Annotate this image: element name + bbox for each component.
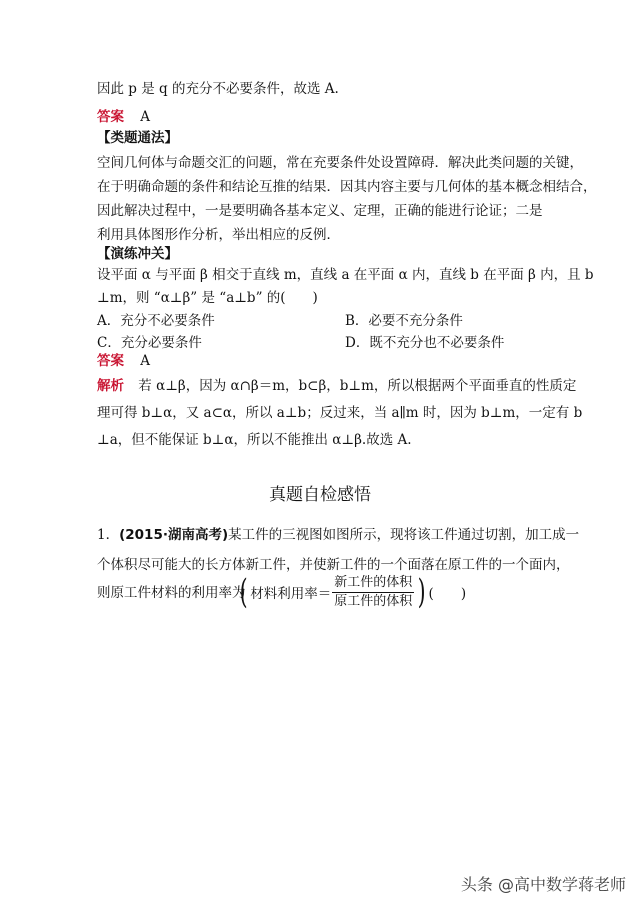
fraction-denominator: 原工件的体积 [334, 593, 413, 609]
answer-blank: ( ) [428, 586, 467, 602]
watermark: 头条 @高中数学蒋老师 [460, 875, 626, 894]
analysis-text-1: 若 α⊥β，因为 α∩β＝m，b⊂β，b⊥m，所以根据两个平面垂直的性质定 [138, 378, 577, 394]
analysis-label: 解析 [97, 378, 124, 394]
analysis-line-2: 理可得 b⊥α，又 a⊂α，所以 a⊥b；反过来，当 a∥m 时，因为 b⊥m，一定有 b [97, 405, 583, 421]
answer-label: 答案 [97, 353, 124, 369]
question-line-2: ⊥m，则 “α⊥β” 是 “a⊥b” 的( ) [97, 290, 318, 306]
right-paren: ) [417, 572, 426, 612]
problem-number: 1． [97, 527, 120, 543]
conclusion-line: 因此 p 是 q 的充分不必要条件，故选 A. [97, 81, 339, 97]
option-a: A．充分不必要条件 [97, 313, 215, 329]
answer-row-1 [97, 108, 150, 126]
problem-text-1: 某工件的三视图如图所示，现将该工件通过切割，加工成一 [228, 527, 580, 543]
fraction-numerator: 新工件的体积 [332, 575, 414, 593]
answer-value: A [140, 353, 151, 369]
para-line-1: 空间几何体与命题交汇的问题，常在充要条件处设置障碍．解决此类问题的关键， [97, 155, 583, 171]
para-line-4: 利用具体图形作分析，举出相应的反例． [97, 227, 340, 243]
answer-row-2 [97, 352, 150, 370]
option-d: D．既不充分也不必要条件 [345, 335, 505, 351]
analysis-line-1 [97, 377, 576, 395]
left-paren: ( [239, 572, 248, 612]
option-c: C．充分必要条件 [97, 335, 202, 351]
problem1-line-3: 则原工件材料的利用率为 [97, 585, 246, 601]
para-line-2: 在于明确命题的条件和结论互推的结果．因其内容主要与几何体的基本概念相结合， [97, 179, 597, 195]
utilization-formula [237, 572, 466, 612]
heading-class-method: 【类题通法】 [97, 130, 178, 146]
heading-practice: 【演练冲关】 [97, 246, 178, 262]
para-line-3: 因此解决过程中，一是要明确各基本定义、定理，正确的能进行论证；二是 [97, 203, 543, 219]
answer-label: 答案 [97, 109, 124, 125]
problem1-line-2: 个体积尽可能大的长方体新工件，并使新工件的一个面落在原工件的一个面内， [97, 557, 570, 573]
fraction [332, 575, 414, 610]
problem-source: (2015·湖南高考) [119, 527, 229, 543]
option-b: B．必要不充分条件 [345, 313, 463, 329]
question-line-1: 设平面 α 与平面 β 相交于直线 m，直线 a 在平面 α 内，直线 b 在平面 β 内，且 b [97, 267, 594, 283]
problem1-line-1 [97, 526, 579, 544]
analysis-line-3: ⊥a，但不能保证 b⊥α，所以不能推出 α⊥β.故选 A. [97, 432, 412, 448]
answer-value: A [140, 109, 151, 125]
section-title: 真题自检感悟 [269, 485, 371, 505]
formula-lhs: 材料利用率＝ [250, 586, 332, 602]
